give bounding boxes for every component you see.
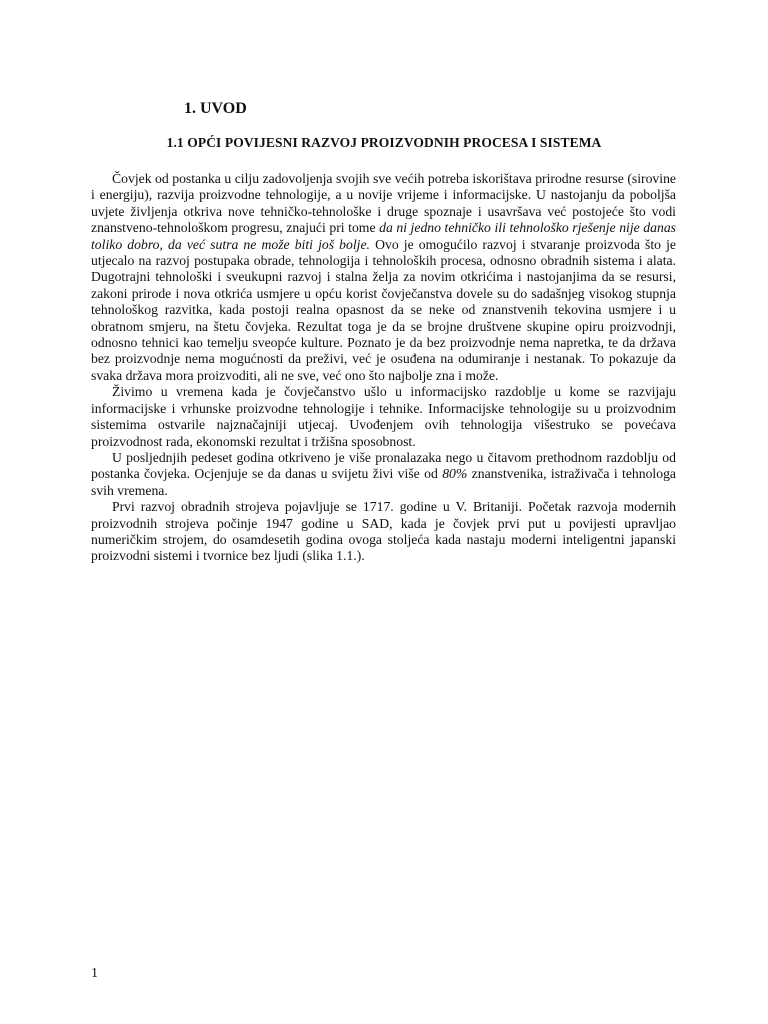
body-text	[91, 171, 676, 565]
section-title: 1.1 OPĆI POVIJESNI RAZVOJ PROIZVODNIH PROCESA I SISTEMA	[166, 135, 602, 150]
paragraph-3-text-b: znanstvenika, istraživača i tehnologa svih vremena.	[91, 466, 676, 498]
paragraph-1-italic: da ni jedno tehničko ili tehnološko rješenje nije danas toliko dobro, da već sutra ne može biti još bolje.	[91, 220, 676, 252]
paragraph-4: Prvi razvoj obradnih strojeva pojavljuje se 1717. godine u V. Britaniji. Početak razvoja modernih proizvodnih strojeva počinje 1947 godine u SAD, kada je čovjek prvi put u povijesti upravljao numeričkim strojem, do osamdesetih godina ovoga stoljeća kada nastaju moderni inteligentni japanski proizvodni sistemi i tvornice bez ljudi (slika 1.1.).	[91, 499, 676, 564]
paragraph-1-text-b: Ovo je omogućilo razvoj i stvaranje proizvoda što je utjecalo na razvoj postupaka obrade, tehnologija i tehnoloških procesa, odnosno obradnih sistema i alata. Dugotrajni tehnološki i sveukupni razvoj i stalna želja za novim otkrićima i nastojanjima da se resursi, zakoni prirode i nova otkrića usmjere u opću korist čovječanstva dovele su do sadašnjeg visokog stupnja tehnološkog razvitka, kada postoji realna opasnost da se neke od znanstvenih tekovina usmjere i u obratnom smjeru, na štetu čovjeka. Rezultat toga je da se brojne društvene skupine opiru proizvodnji, odnosno tehnici kao temelju sveopće kulture. Poznato je da bez proizvodnje nema napretka, te da država bez proizvodnje nema mogućnosti da preživi, već je osuđena na odumiranje i nestanak. To pokazuje da svaka država mora proizvoditi, ali ne sve, već ono što najbolje zna i može.	[91, 236, 676, 383]
paragraph-1-text-a: Čovjek od postanka u cilju zadovoljenja svojih sve većih potreba iskorištava prirodne resurse (sirovine i energiju), razvija proizvodne tehnologije, a u novije vrijeme i informacijske. U nastojanju da poboljša uvjete življenja otkriva nove tehničko-tehnološke i druge spoznaje i usavršava već postojeće što vodi znanstveno-tehnološkom progresu, znajući pri tome	[91, 171, 676, 236]
paragraph-3-text-a: U posljednjih pedeset godina otkriveno je više pronalazaka nego u čitavom prethodnom razdoblju od postanka čovjeka. Ocjenjuje se da danas u svijetu živi više od	[91, 449, 676, 482]
paragraph-1	[91, 171, 676, 384]
paragraph-3-italic: 80%	[442, 466, 468, 482]
paragraph-2: Živimo u vremena kada je čovječanstvo ušlo u informacijsko razdoblje u kome se razvijaju informacijske i vrhunske proizvodne tehnologije i tehnike. Informacijske tehnologije su u proizvodnim sistemima ostvarile najznačajniji utjecaj. Uvođenjem ovih tehnologija višestruko se povećava proizvodnost rada, ekonomski rezultat i tržišna sposobnost.	[91, 384, 676, 449]
paragraph-3	[91, 450, 676, 499]
chapter-title: 1. UVOD	[184, 100, 247, 117]
page-number: 1	[91, 966, 98, 981]
